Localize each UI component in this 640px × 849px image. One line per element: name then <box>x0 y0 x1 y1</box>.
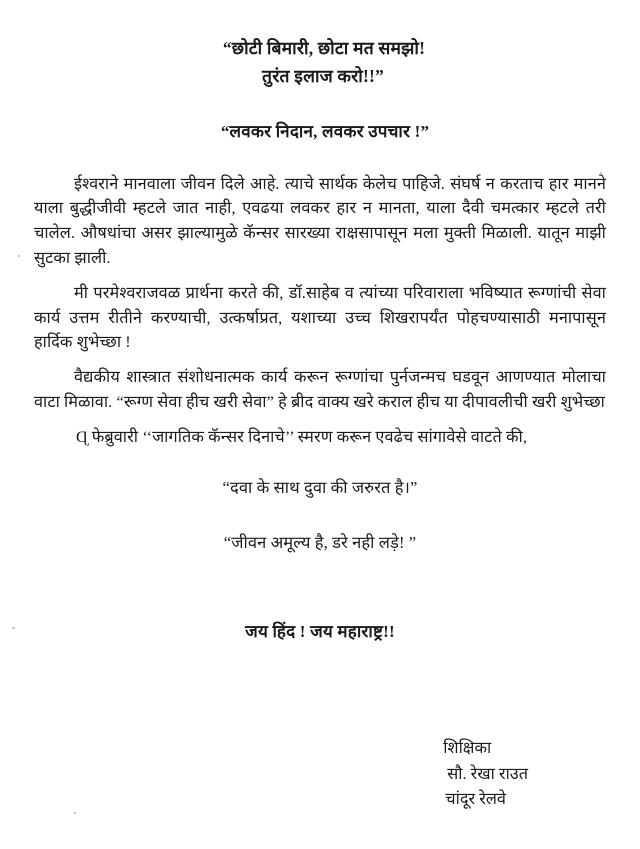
body-paragraph-4: Ɋ फेब्रुवारी ‘‘जागतिक कॅन्सर दिनाचे’’ स्मरण करून एवढेच सांगावेसे वाटते की, <box>76 426 527 446</box>
closing-slogan: जय हिंद ! जय महाराष्ट्र!! <box>245 622 395 642</box>
heading-line-2: तुरंत इलाज करो!!” <box>262 66 384 87</box>
signature-role: शिक्षिका <box>443 738 492 758</box>
document-subheading: “लवकर निदान, लवकर उपचार !” <box>220 121 430 141</box>
quote-line-2: “जीवन अमूल्य है, डरे नही लड़े! ” <box>223 533 417 553</box>
signature-place: चांदूर रेलवे <box>445 788 506 808</box>
quote-line-1: “दवा के साथ दुवा की जरुरत है।” <box>222 478 418 498</box>
body-paragraph-1: ईश्वराने मानवाला जीवन दिले आहे. त्याचे सार्थक केलेच पाहिजे. संघर्ष न करताच हार मानने याला बुद्धीजीवी म्हटले जात नाही, एवढया लवकर हार न मानता, याला दैवी चमत्कार म्हटले तरी चालेल. औषधांचा असर झाल्यामुळे कॅन्सर सारख्या राक्षसापासून मला मुक्ती मिळाली. यातून माझी सुटका झाली. <box>34 173 606 267</box>
paper-speck <box>12 627 15 629</box>
paper-speck <box>600 172 602 174</box>
document-heading <box>34 34 606 91</box>
signature-block <box>443 735 528 811</box>
heading-line-1: “छोटी बिमारी, छोटा मत समझो! <box>222 38 426 58</box>
paper-speck <box>74 812 76 814</box>
body-paragraph-3: वैद्यकीय शास्त्रात संशोधनात्मक कार्य करून रूग्णांचा पुर्नजन्मच घडवून आणण्यात मोलाचा वाटा मिळावा. “रूग्ण सेवा हीच खरी सेवा” हे ब्रीद वाक्य खरे कराल हीच या दीपावलीची खरी शुभेच्छा <box>34 367 606 411</box>
body-paragraph-2: मी परमेश्वराजवळ प्रार्थना करते की, डॉ.साहेब व त्यांच्या परिवाराला भविष्यात रूग्णांची सेवा कार्य उत्तम रीतीने करण्याची, उत्कर्षाप्रत, यशाच्या उच्च शिखरापर्यंत पोहचण्यासाठी मनापासून हार्दिक शुभेच्छा ! <box>34 282 606 352</box>
signature-name: सौ. रेखा राउत <box>447 763 528 783</box>
paper-speck <box>18 255 20 257</box>
